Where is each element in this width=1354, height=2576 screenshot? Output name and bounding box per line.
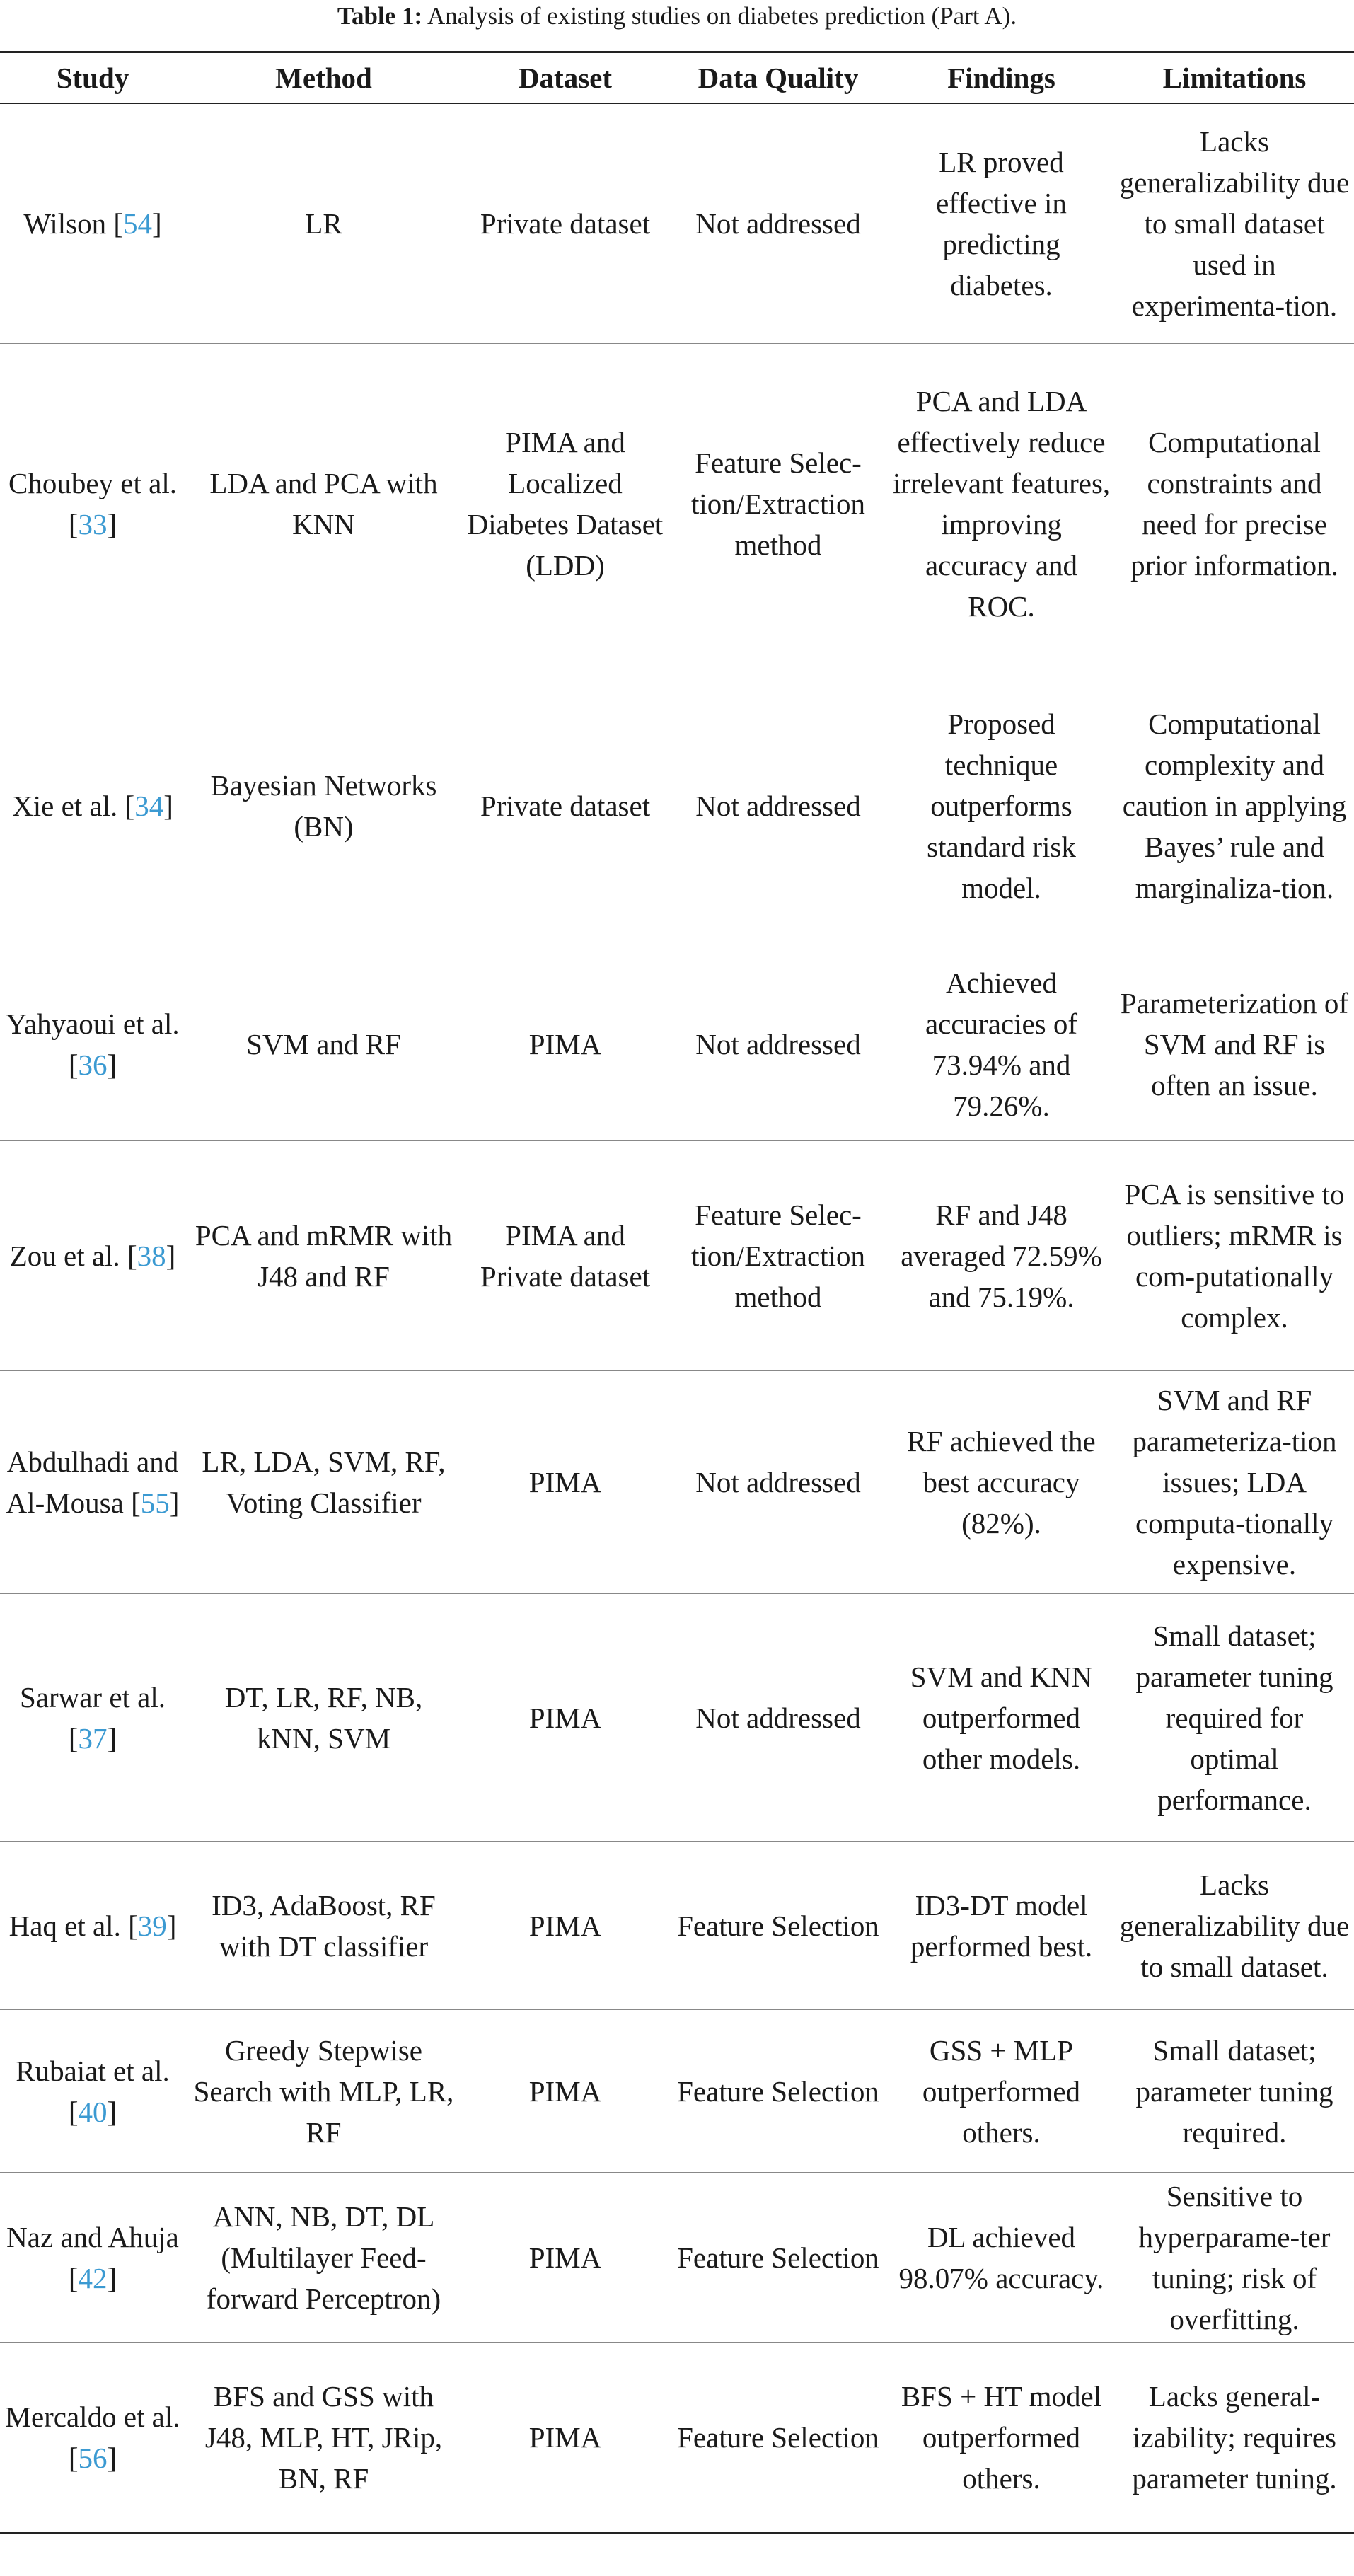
cell-method: ANN, NB, DT, DL (Multilayer Feed-forward Perceptron): [206, 2200, 441, 2315]
header-row: [0, 52, 1354, 103]
cell-study: Zou et al. [38]: [9, 1240, 176, 1272]
table-row: [0, 1141, 1354, 1371]
cell-findings: RF and J48 averaged 72.59% and 75.19%.: [901, 1199, 1102, 1313]
caption-label: Table 1:: [337, 2, 423, 30]
col-header-findings: Findings: [947, 61, 1055, 94]
citation-link[interactable]: 39: [137, 1909, 167, 1942]
cell-study: Wilson [54]: [23, 207, 162, 240]
col-header-study: Study: [56, 61, 129, 94]
citation-link[interactable]: 56: [78, 2442, 108, 2474]
cell-method: SVM and RF: [246, 1027, 401, 1061]
cell-data-quality: Feature Selection: [677, 1909, 879, 1942]
cell-findings: GSS + MLP outperformed others.: [922, 2033, 1081, 2149]
citation-link[interactable]: 42: [78, 2261, 108, 2294]
cell-dataset: PIMA: [528, 1466, 602, 1498]
cell-method: LR, LDA, SVM, RF, Voting Classifier: [202, 1445, 446, 1519]
table-row: [0, 344, 1354, 664]
citation-link[interactable]: 40: [78, 2095, 108, 2128]
cell-method: DT, LR, RF, NB, kNN, SVM: [224, 1680, 423, 1755]
cell-dataset: Private dataset: [480, 789, 651, 822]
table-caption: [0, 0, 1354, 42]
cell-study: Naz and Ahuja [42]: [6, 2220, 179, 2294]
table-row: [0, 947, 1354, 1141]
cell-study: Mercaldo et al. [56]: [5, 2401, 180, 2474]
cell-findings: Proposed technique outperforms standard risk model.: [927, 707, 1076, 904]
caption-text: Analysis of existing studies on diabetes prediction (Part A).: [427, 2, 1017, 30]
cell-data-quality: Feature Selection: [677, 2074, 879, 2108]
cell-findings: SVM and KNN outperformed other models.: [910, 1660, 1093, 1775]
cell-study: Choubey et al. [33]: [8, 467, 177, 541]
cell-limitations: SVM and RF parameteriza-tion issues; LDA computa-tionally expensive.: [1132, 1384, 1337, 1581]
cell-dataset: PIMA: [528, 1027, 602, 1061]
cell-data-quality: Not addressed: [695, 1466, 861, 1498]
cell-study: Yahyaoui et al. [36]: [6, 1007, 180, 1081]
cell-data-quality: Not addressed: [695, 789, 861, 822]
table-body: [0, 103, 1354, 2534]
table-row: [0, 664, 1354, 947]
cell-limitations: PCA is sensitive to outliers; mRMR is com-putationally complex.: [1124, 1178, 1345, 1334]
cell-data-quality: Feature Selection: [677, 2241, 879, 2274]
cell-method: Bayesian Networks (BN): [210, 768, 437, 843]
citation-link[interactable]: 54: [123, 207, 153, 240]
table-row: [0, 1842, 1354, 2010]
cell-study: Xie et al. [34]: [12, 789, 173, 822]
cell-findings: RF achieved the best accuracy (82%).: [907, 1425, 1096, 1540]
cell-limitations: Lacks generalizability due to small dataset used in experimenta-tion.: [1119, 125, 1350, 322]
cell-dataset: PIMA: [528, 1909, 602, 1942]
citation-link[interactable]: 55: [140, 1486, 170, 1519]
citation-link[interactable]: 37: [78, 1721, 108, 1755]
col-header-dataset: Dataset: [518, 61, 613, 94]
cell-data-quality: Feature Selection: [677, 2421, 879, 2454]
cell-limitations: Small dataset; parameter tuning required.: [1135, 2033, 1333, 2149]
cell-method: BFS and GSS with J48, MLP, HT, JRip, BN, RF: [204, 2380, 443, 2495]
table-row: [0, 2010, 1354, 2173]
cell-dataset: PIMA: [528, 1701, 602, 1734]
cell-study: Sarwar et al. [37]: [19, 1680, 166, 1755]
col-header-limitations: Limitations: [1162, 61, 1307, 94]
cell-findings: PCA and LDA effectively reduce irrelevant features, improving accuracy and ROC.: [892, 385, 1111, 623]
table-row: [0, 1371, 1354, 1594]
cell-findings: ID3-DT model performed best.: [910, 1888, 1093, 1963]
cell-findings: Achieved accuracies of 73.94% and 79.26%.: [925, 966, 1078, 1122]
cell-dataset: PIMA and Localized Diabetes Dataset (LDD): [467, 426, 664, 582]
citation-link[interactable]: 33: [78, 508, 108, 541]
studies-table: [0, 51, 1354, 2534]
citation-link[interactable]: 38: [137, 1240, 166, 1272]
cell-limitations: Sensitive to hyperparame-ter tuning; risk of overfitting.: [1138, 2179, 1331, 2335]
cell-data-quality: Not addressed: [695, 1027, 861, 1061]
cell-data-quality: Not addressed: [695, 207, 861, 240]
cell-limitations: Small dataset; parameter tuning required for optimal performance.: [1135, 1619, 1333, 1816]
col-header-data-quality: Data Quality: [698, 61, 859, 94]
table-row: [0, 2343, 1354, 2534]
cell-limitations: Parameterization of SVM and RF is often an issue.: [1120, 986, 1349, 1102]
cell-dataset: Private dataset: [480, 207, 651, 240]
cell-dataset: PIMA and Private dataset: [480, 1219, 651, 1293]
cell-method: LR: [305, 207, 342, 240]
cell-study: Haq et al. [39]: [8, 1909, 177, 1942]
cell-limitations: Lacks general-izability; requires parameter tuning.: [1132, 2380, 1337, 2495]
cell-method: Greedy Stepwise Search with MLP, LR, RF: [193, 2033, 454, 2149]
table-row: [0, 1594, 1354, 1842]
cell-dataset: PIMA: [528, 2421, 602, 2454]
cell-dataset: PIMA: [528, 2074, 602, 2108]
col-header-method: Method: [275, 61, 372, 94]
cell-data-quality: Feature Selec-tion/Extraction method: [691, 446, 865, 561]
cell-findings: DL achieved 98.07% accuracy.: [898, 2220, 1104, 2294]
cell-method: PCA and mRMR with J48 and RF: [195, 1219, 453, 1293]
cell-limitations: Computational constraints and need for precise prior information.: [1130, 426, 1338, 582]
citation-link[interactable]: 34: [134, 789, 164, 822]
table-header: [0, 52, 1354, 103]
table-row: [0, 2173, 1354, 2343]
cell-limitations: Lacks generalizability due to small dataset.: [1119, 1868, 1350, 1983]
citation-link[interactable]: 36: [78, 1048, 108, 1081]
cell-study: Rubaiat et al. [40]: [16, 2054, 170, 2128]
cell-findings: BFS + HT model outperformed others.: [901, 2380, 1102, 2495]
cell-data-quality: Feature Selec-tion/Extraction method: [691, 1199, 865, 1313]
cell-limitations: Computational complexity and caution in applying Bayes’ rule and marginaliza-tion.: [1122, 707, 1347, 904]
table-row: [0, 103, 1354, 344]
cell-method: ID3, AdaBoost, RF with DT classifier: [212, 1888, 436, 1963]
cell-dataset: PIMA: [528, 2241, 602, 2274]
cell-data-quality: Not addressed: [695, 1701, 861, 1734]
cell-study: Abdulhadi and Al-Mousa [55]: [6, 1445, 180, 1519]
cell-findings: LR proved effective in predicting diabetes.: [936, 145, 1067, 301]
cell-method: LDA and PCA with KNN: [209, 467, 438, 541]
